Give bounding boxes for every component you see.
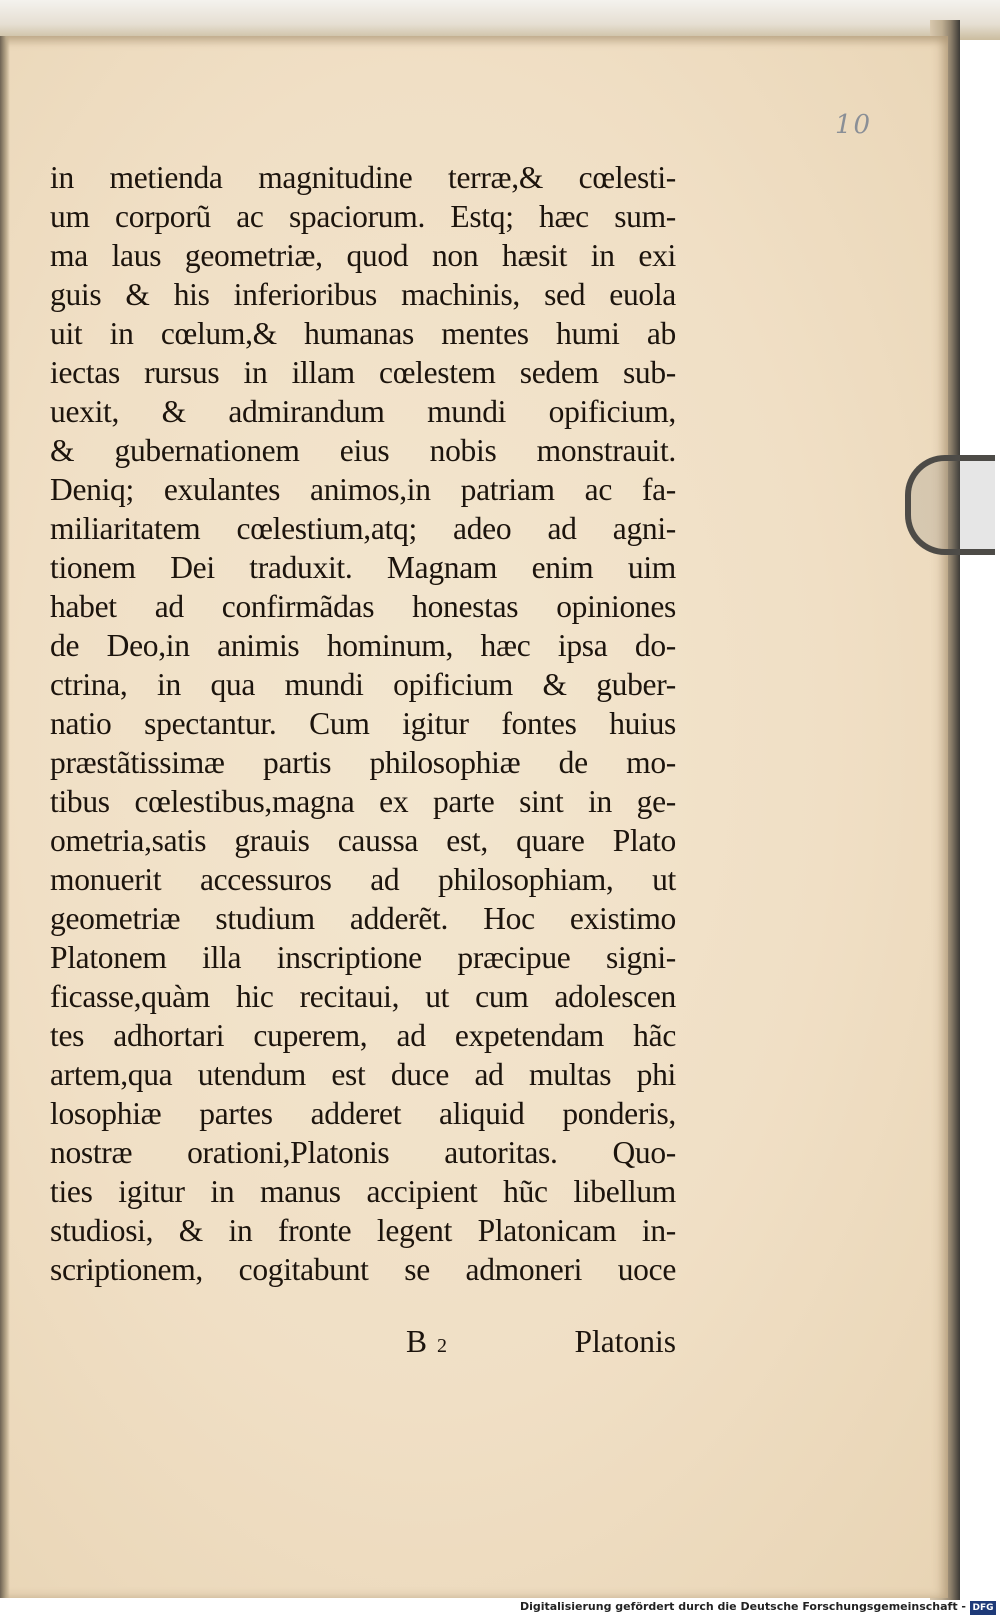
text-line: uexit, & admirandum mundi opificium, bbox=[50, 394, 676, 429]
catchword: Platonis bbox=[574, 1324, 676, 1359]
text-line: artem,qua utendum est duce ad multas phi bbox=[50, 1057, 676, 1092]
text-line: iectas rursus in illam cœlestem sedem sub- bbox=[50, 355, 676, 390]
attribution-text: Digitalisierung gefördert durch die Deutsche Forschungsgemeinschaft - bbox=[519, 1600, 966, 1613]
book-top-edge bbox=[0, 0, 1000, 40]
text-line: Platonem illa inscriptione præcipue signi- bbox=[50, 940, 676, 975]
text-line: guis & his inferioribus machinis, sed euola bbox=[50, 277, 676, 312]
text-line: habet ad confirmãdas honestas opiniones bbox=[50, 589, 676, 624]
handwritten-folio-number: 10 bbox=[835, 110, 873, 140]
body-text bbox=[50, 158, 676, 1289]
page-footer bbox=[50, 1324, 676, 1364]
text-line: uit in cœlum,& humanas mentes humi ab bbox=[50, 316, 676, 351]
clip-loop-shape bbox=[905, 455, 995, 555]
text-line: & gubernationem eius nobis monstrauit. bbox=[50, 433, 676, 468]
text-line: præstãtissimæ partis philosophiæ de mo- bbox=[50, 745, 676, 780]
text-line: ctrina, in qua mundi opificium & guber- bbox=[50, 667, 676, 702]
text-line: ficasse,quàm hic recitaui, ut cum adolescen bbox=[50, 979, 676, 1014]
text-line: Deniq; exulantes animos,in patriam ac fa- bbox=[50, 472, 676, 507]
signature-letter: B bbox=[406, 1324, 428, 1359]
text-line: tes adhortari cuperem, ad expetendam hãc bbox=[50, 1018, 676, 1053]
text-line: scriptionem, cogitabunt se admoneri uoce bbox=[50, 1252, 676, 1287]
text-line: geometriæ studium adderẽt. Hoc existimo bbox=[50, 901, 676, 936]
page-clip bbox=[905, 455, 1000, 565]
text-line: nostræ orationi,Platonis autoritas. Quo- bbox=[50, 1135, 676, 1170]
text-line: tibus cœlestibus,magna ex parte sint in ge- bbox=[50, 784, 676, 819]
text-line: studiosi, & in fronte legent Platonicam in- bbox=[50, 1213, 676, 1248]
text-line: ometria,satis grauis caussa est, quare Plato bbox=[50, 823, 676, 858]
page-gutter-shadow bbox=[0, 36, 10, 1598]
text-line: natio spectantur. Cum igitur fontes huius bbox=[50, 706, 676, 741]
text-line: um corporũ ac spaciorum. Estq; hæc sum- bbox=[50, 199, 676, 234]
signature-mark bbox=[406, 1324, 447, 1360]
dfg-logo: DFG bbox=[970, 1601, 996, 1615]
text-line: miliaritatem cœlestium,atq; adeo ad agni- bbox=[50, 511, 676, 546]
text-line: de Deo,in animis hominum, hæc ipsa do- bbox=[50, 628, 676, 663]
text-line: ties igitur in manus accipient hũc libellum bbox=[50, 1174, 676, 1209]
signature-number: 2 bbox=[437, 1335, 448, 1357]
text-line: losophiæ partes adderet aliquid ponderis, bbox=[50, 1096, 676, 1131]
text-line: tionem Dei traduxit. Magnam enim uim bbox=[50, 550, 676, 585]
text-line: ma laus geometriæ, quod non hæsit in exi bbox=[50, 238, 676, 273]
text-line: in metienda magnitudine terræ,& cœlesti- bbox=[50, 160, 676, 195]
text-line: monuerit accessuros ad philosophiam, ut bbox=[50, 862, 676, 897]
